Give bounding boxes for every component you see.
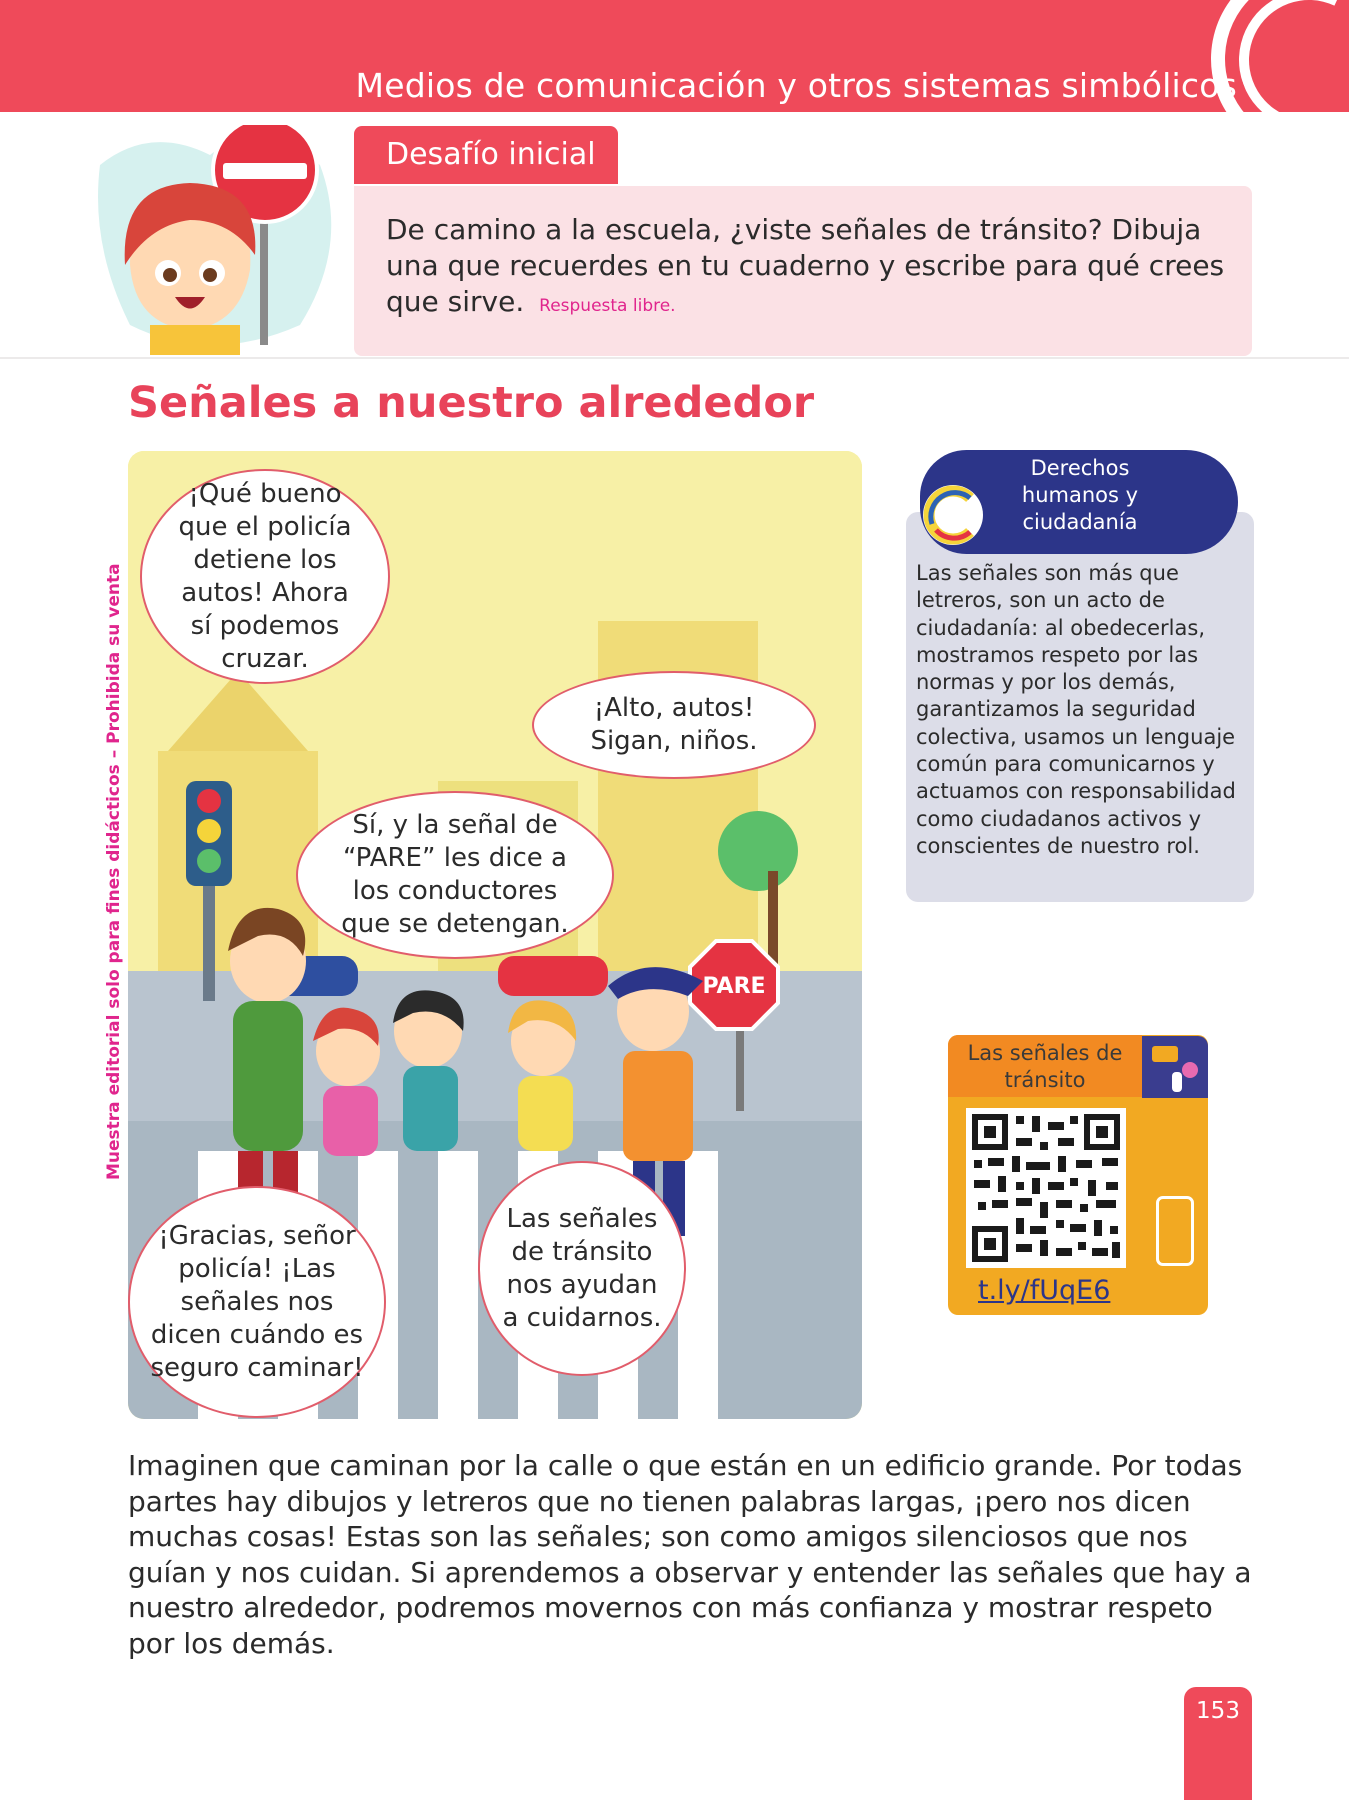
- speech-bubble-boy: Sí, y la señal de “PARE” les dice a los conductores que se detengan.: [296, 791, 614, 959]
- street-scene-illustration: [128, 451, 862, 1419]
- speech-bubble-mom: ¡Qué bueno que el policía detiene los autos! Ahora sí podemos cruzar.: [140, 469, 390, 684]
- stop-sign-text: PARE: [702, 974, 766, 999]
- girl-character-icon: [90, 125, 360, 355]
- touch-screen-icon: [1142, 1036, 1208, 1098]
- desafio-answer: Respuesta libre.: [539, 296, 676, 316]
- speech-bubble-girl-two: Las señales de tránsito nos ayudan a cuidarnos.: [478, 1161, 686, 1376]
- speech-bubble-girl: ¡Gracias, señor policía! ¡Las señales nos dicen cuándo es seguro caminar!: [128, 1186, 386, 1418]
- smartphone-icon: [1156, 1196, 1194, 1266]
- desafio-prompt: De camino a la escuela, ¿viste señales de tránsito? Dibuja una que recuerdes en tu cuaderno y escribe para qué crees que sirve.: [386, 213, 1225, 318]
- ddhh-title: Derechos humanos y ciudadanía: [1021, 456, 1139, 534]
- desafio-text: [386, 212, 1236, 324]
- ddhh-logo-icon: [922, 484, 984, 546]
- main-title: Señales a nuestro alrededor: [128, 378, 815, 428]
- qr-code-icon[interactable]: [966, 1108, 1126, 1268]
- speech-bubble-police: ¡Alto, autos! Sigan, niños.: [532, 671, 816, 779]
- side-note: Muestra editorial solo para fines didácticos – Prohibida su venta: [104, 563, 124, 1180]
- body-paragraph: Imaginen que caminan por la calle o que están en un edificio grande. Por todas partes hay dibujos y letreros que no tienen palabras largas, ¡pero nos dicen muchas cosas! Estas son las señales; son como amigos silenciosos que nos guían y nos cuidan. Si aprendemos a observar y entender las señales que hay a nuestro alrededor, podremos movernos con más confianza y mostrar respeto por los demás.: [128, 1449, 1252, 1660]
- ddhh-text: Las señales son más que letreros, son un acto de ciudadanía: al obedecerlas, mostramos respeto por las normas y por los demás, garantizamos la seguridad colectiva, usamos un lenguaje común para comunicarnos y actuamos con responsabilidad como ciudadanos activos y conscientes de nuestro rol.: [916, 561, 1236, 858]
- section-divider: [0, 357, 1349, 359]
- desafio-tab-label: Desafío inicial: [354, 126, 618, 184]
- section-title: Medios de comunicación y otros sistemas simbólicos: [355, 66, 1237, 105]
- qr-title: Las señales de tránsito: [967, 1041, 1123, 1092]
- qr-link[interactable]: t.ly/fUqE6: [978, 1275, 1111, 1306]
- page-number: 153: [1196, 1698, 1240, 1724]
